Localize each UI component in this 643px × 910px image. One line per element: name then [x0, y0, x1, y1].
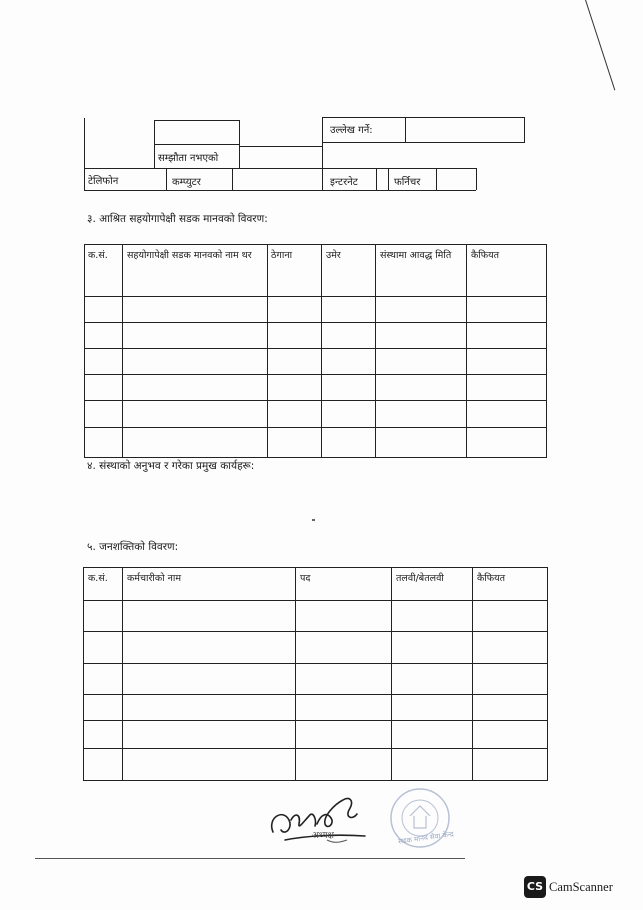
- signature: [265, 790, 375, 850]
- stamp-text: सडक मानव सेवा केन्द्र: [397, 830, 455, 846]
- signature-caption: अध्यक्ष: [312, 831, 334, 841]
- scan-speck: [312, 519, 315, 521]
- s3-header-remarks: कैफियत: [471, 250, 500, 261]
- computer-label: कम्प्युटर: [172, 177, 201, 188]
- s3-header-join-date: संस्थामा आवद्ध मिति: [380, 250, 452, 261]
- telephone-label: टेलिफोन: [88, 176, 119, 187]
- scan-edge-line: [585, 0, 615, 90]
- s3-header-sn: क.सं.: [88, 250, 108, 261]
- s3-header-name: सहयोगापेक्षी सडक मानवको नाम थर: [127, 250, 252, 261]
- mention-label: उल्लेख गर्ने:: [330, 125, 373, 136]
- s5-header-paid-unpaid: तलवी/बेतलवी: [396, 573, 444, 584]
- scan-bottom-edge: [35, 858, 465, 859]
- not-agreed-label: सम्झौता नभएको: [158, 153, 219, 164]
- s5-header-sn: क.सं.: [88, 573, 108, 584]
- s5-header-position: पद: [300, 573, 311, 584]
- internet-label: इन्टरनेट: [330, 177, 358, 188]
- s5-header-employee-name: कर्मचारीको नाम: [127, 573, 182, 584]
- s5-header-remarks: कैफियत: [477, 573, 506, 584]
- camscanner-label: CamScanner: [549, 880, 613, 894]
- section3-title: ३. आश्रित सहयोगापेक्षी सडक मानवको विवरण:: [87, 213, 268, 225]
- s3-header-age: उमेर: [326, 250, 341, 261]
- furniture-label: फर्निचर: [394, 177, 421, 188]
- section4-title: ४. संस्थाको अनुभव र गरेका प्रमुख कार्यहरू:: [87, 460, 255, 472]
- section5-title: ५. जनशक्तिको विवरण:: [87, 541, 179, 553]
- s3-header-address: ठेगाना: [271, 250, 293, 261]
- camscanner-badge: CS: [524, 876, 546, 898]
